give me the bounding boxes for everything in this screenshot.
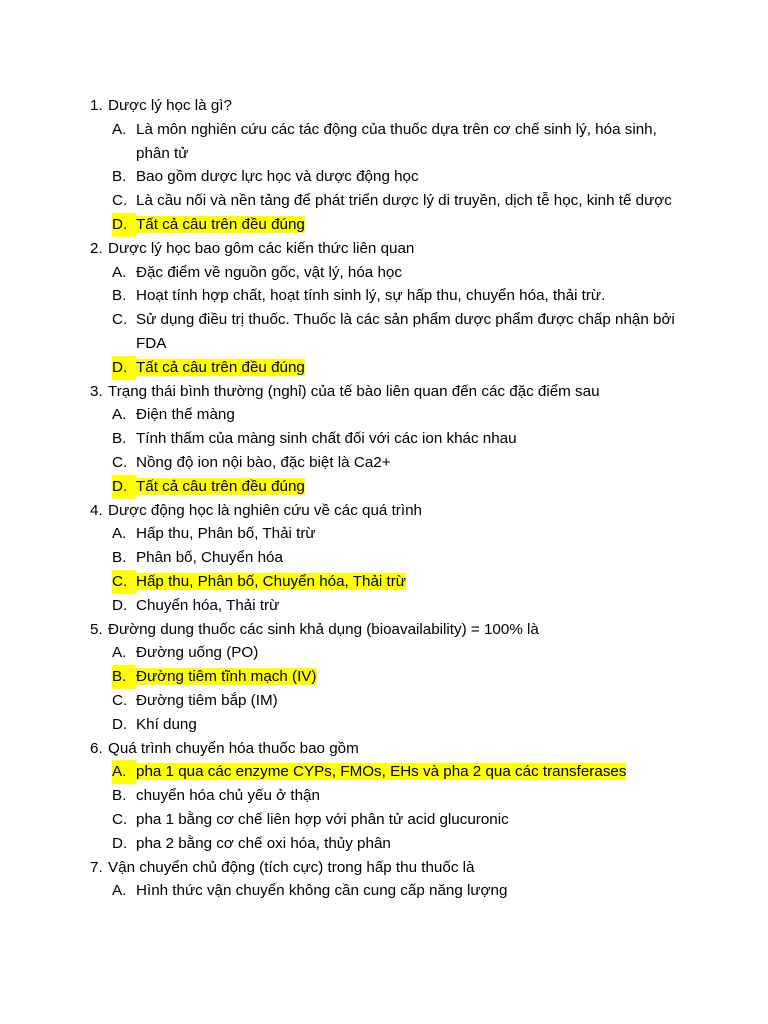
option-text-wrap xyxy=(136,665,684,689)
answer-option-d xyxy=(112,713,690,737)
option-text: Hấp thu, Phân bố, Thải trừ xyxy=(136,525,316,543)
option-letter: C. xyxy=(112,192,128,210)
option-text: chuyển hóa chủ yếu ở thận xyxy=(136,787,320,805)
highlighted-answer-text: Tất cả câu trên đều đúng xyxy=(136,215,305,233)
question-text: Dược động học là nghiên cứu về các quá trình xyxy=(108,501,422,519)
option-text-wrap xyxy=(136,284,684,308)
option-text-wrap xyxy=(136,403,684,427)
question-number: 5. xyxy=(90,620,103,638)
option-text-wrap xyxy=(136,832,684,856)
option-text-wrap xyxy=(136,808,684,832)
option-letter: A. xyxy=(112,644,127,662)
option-letter: A. xyxy=(112,882,127,900)
option-letter: D. xyxy=(112,475,136,499)
option-text-wrap xyxy=(136,879,684,903)
answer-option-c xyxy=(112,189,690,213)
answer-option-b xyxy=(112,284,690,308)
option-text-wrap xyxy=(136,189,684,213)
answer-option-c xyxy=(112,689,690,713)
option-text: Hoạt tính hợp chất, hoạt tính sinh lý, sự hấp thu, chuyển hóa, thải trừ. xyxy=(136,287,606,305)
option-letter: D. xyxy=(112,715,128,733)
option-text-wrap xyxy=(136,427,684,451)
option-text-wrap xyxy=(136,475,684,499)
option-letter: C. xyxy=(112,311,128,329)
answer-option-c xyxy=(112,570,690,594)
question-number: 7. xyxy=(90,858,103,876)
option-letter: A. xyxy=(112,263,127,281)
answer-option-a xyxy=(112,760,690,784)
answer-option-a xyxy=(112,118,690,166)
answer-option-d xyxy=(112,475,690,499)
option-text: Hình thức vận chuyển không cần cung cấp năng lượng xyxy=(136,882,508,900)
question-5 xyxy=(90,618,690,737)
question-7 xyxy=(90,856,690,904)
question-1 xyxy=(90,94,690,237)
question-number: 3. xyxy=(90,382,103,400)
highlighted-answer-text: Tất cả câu trên đều đúng xyxy=(136,358,305,376)
option-text: pha 2 bằng cơ chế oxi hóa, thủy phân xyxy=(136,834,391,852)
option-text: Là cầu nối và nền tảng để phát triển dược lý di truyền, dịch tễ học, kinh tế dược xyxy=(136,192,672,210)
option-text-wrap xyxy=(136,546,684,570)
question-stem xyxy=(90,237,690,261)
question-stem xyxy=(90,380,690,404)
option-text: Phân bố, Chuyển hóa xyxy=(136,549,283,567)
option-text: Chuyển hóa, Thải trừ xyxy=(136,596,280,614)
option-text: Tính thấm của màng sinh chất đối với các ion khác nhau xyxy=(136,430,517,448)
answer-option-d xyxy=(112,356,690,380)
answer-option-d xyxy=(112,213,690,237)
option-letter: D. xyxy=(112,213,136,237)
option-letter: B. xyxy=(112,665,136,689)
answer-option-d xyxy=(112,594,690,618)
option-text-wrap xyxy=(136,356,684,380)
question-text: Trạng thái bình thường (nghỉ) của tế bào liên quan đến các đặc điểm sau xyxy=(108,382,600,400)
option-letter: C. xyxy=(112,691,128,709)
answer-option-c xyxy=(112,308,690,356)
option-letter: D. xyxy=(112,596,128,614)
option-text: Sử dụng điều trị thuốc. Thuốc là các sản phẩm dược phẩm được chấp nhận bởi FDA xyxy=(136,311,675,352)
option-text-wrap xyxy=(136,570,684,594)
question-number: 1. xyxy=(90,97,103,114)
option-text: Nồng độ ion nội bào, đặc biệt là Ca2+ xyxy=(136,453,391,471)
option-text-wrap xyxy=(136,165,684,189)
option-text: Đường tiêm bắp (IM) xyxy=(136,691,278,709)
highlighted-answer-text: Đường tiêm tĩnh mạch (IV) xyxy=(136,668,317,686)
option-text-wrap xyxy=(136,261,684,285)
highlighted-answer-text: Tất cả câu trên đều đúng xyxy=(136,477,305,495)
option-text: Đặc điểm về nguồn gốc, vật lý, hóa học xyxy=(136,263,402,281)
quiz-content xyxy=(90,94,690,903)
option-text-wrap xyxy=(136,641,684,665)
option-letter: B. xyxy=(112,430,127,448)
option-text-wrap xyxy=(136,713,684,737)
option-text-wrap xyxy=(136,784,684,808)
option-text-wrap xyxy=(136,118,684,166)
option-letter: D. xyxy=(112,356,136,380)
answer-option-c xyxy=(112,451,690,475)
highlighted-answer-text: Hấp thu, Phân bố, Chuyển hóa, Thải trừ xyxy=(136,572,406,590)
question-stem xyxy=(90,94,690,118)
option-letter: A. xyxy=(112,760,136,784)
highlighted-answer-text: pha 1 qua các enzyme CYPs, FMOs, EHs và pha 2 qua các transferases xyxy=(136,763,627,781)
option-text-wrap xyxy=(136,689,684,713)
answer-option-a xyxy=(112,641,690,665)
option-text: Là môn nghiên cứu các tác động của thuốc dựa trên cơ chế sinh lý, hóa sinh, phân tử xyxy=(136,120,657,162)
question-number: 6. xyxy=(90,739,103,757)
option-letter: C. xyxy=(112,570,136,594)
question-text: Đường dung thuốc các sinh khả dụng (bioavailability) = 100% là xyxy=(108,620,539,638)
question-number: 4. xyxy=(90,501,103,519)
option-text-wrap xyxy=(136,451,684,475)
question-stem xyxy=(90,618,690,642)
question-text: Dược lý học bao gôm các kiến thức liên quan xyxy=(108,239,415,257)
option-letter: B. xyxy=(112,287,127,305)
option-text-wrap xyxy=(136,213,684,237)
option-text: Bao gồm dược lực học và dược động học xyxy=(136,168,419,186)
option-text: Điện thế màng xyxy=(136,406,235,424)
option-letter: C. xyxy=(112,453,128,471)
question-text: Quá trình chuyển hóa thuốc bao gồm xyxy=(108,739,359,757)
answer-option-b xyxy=(112,427,690,451)
question-stem xyxy=(90,499,690,523)
question-text: Vận chuyển chủ động (tích cực) trong hấp thu thuốc là xyxy=(108,858,475,876)
option-text: pha 1 bằng cơ chế liên hợp với phân tử acid glucuronic xyxy=(136,810,509,828)
answer-option-a xyxy=(112,522,690,546)
answer-option-a xyxy=(112,879,690,903)
option-letter: A. xyxy=(112,406,127,424)
question-stem xyxy=(90,737,690,761)
answer-option-a xyxy=(112,403,690,427)
option-text: Khí dung xyxy=(136,715,197,733)
question-number: 2. xyxy=(90,239,103,257)
option-letter: A. xyxy=(112,525,127,543)
option-text: Đường uống (PO) xyxy=(136,644,259,662)
question-6 xyxy=(90,737,690,856)
question-2 xyxy=(90,237,690,380)
option-letter: B. xyxy=(112,787,127,805)
option-letter: B. xyxy=(112,549,127,567)
answer-option-b xyxy=(112,165,690,189)
option-text-wrap xyxy=(136,308,684,356)
option-letter: B. xyxy=(112,168,127,186)
option-text-wrap xyxy=(136,760,684,784)
question-4 xyxy=(90,499,690,618)
question-stem xyxy=(90,856,690,880)
answer-option-c xyxy=(112,808,690,832)
answer-option-d xyxy=(112,832,690,856)
answer-option-b xyxy=(112,784,690,808)
option-text-wrap xyxy=(136,522,684,546)
question-3 xyxy=(90,380,690,499)
option-letter: C. xyxy=(112,810,128,828)
option-letter: D. xyxy=(112,834,128,852)
option-text-wrap xyxy=(136,594,684,618)
question-text: Dược lý học là gì? xyxy=(108,97,232,114)
option-letter: A. xyxy=(112,120,127,138)
answer-option-b xyxy=(112,546,690,570)
answer-option-b xyxy=(112,665,690,689)
answer-option-a xyxy=(112,261,690,285)
